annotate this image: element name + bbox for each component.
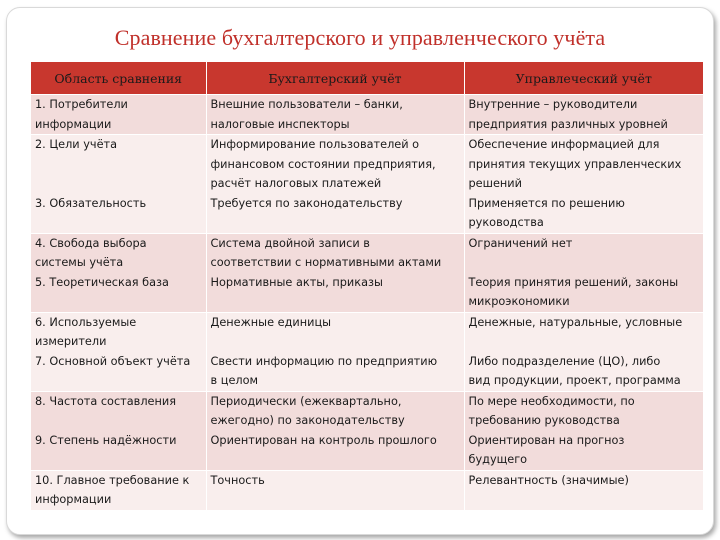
table-cell-accounting: Точность [206,470,464,510]
table-cell-management: Обеспечение информацией для принятия текущих управленческих решений Применяется по решению руководства [464,135,703,234]
table-cell-accounting: Информирование пользователей о финансовом состоянии предприятия, расчёт налоговых платежей Требуется по законодательству [206,135,464,234]
table-row [31,470,703,510]
slide-title: Сравнение бухгалтерского и управленческого учёта [114,25,606,50]
table-cell-management: Ограничений нет Теория принятия решений, законы микроэкономики [464,233,703,312]
table-cell-accounting: Система двойной записи в соответствии с нормативными актами Нормативные акты, приказы [206,233,464,312]
table-cell-accounting: Внешние пользователи – банки, налоговые инспекторы [206,95,464,135]
table-row [31,391,703,470]
table-cell-area: 10. Главное требование к информации [31,470,206,510]
column-header-management: Управлеческий учёт [464,62,703,95]
slide [6,7,714,535]
table-cell-area: 4. Свобода выбора системы учёта 5. Теоретическая база [31,233,206,312]
table-cell-accounting: Денежные единицы Свести информацию по предприятию в целом [206,312,464,391]
table-cell-accounting: Периодически (ежеквартально, ежегодно) по законодательству Ориентирован на контроль прошлого [206,391,464,470]
table-cell-management: По мере необходимости, по требованию руководства Ориентирован на прогноз будущего [464,391,703,470]
table-header-row [31,62,703,95]
table-cell-management: Внутренние – руководители предприятия различных уровней [464,95,703,135]
table-cell-area: 2. Цели учёта 3. Обязательность [31,135,206,234]
table-row [31,95,703,135]
table-cell-area: 1. Потребители информации [31,95,206,135]
comparison-table [31,62,703,511]
table-row [31,233,703,312]
table-row [31,135,703,234]
table-cell-management: Релевантность (значимые) [464,470,703,510]
table-row [31,312,703,391]
table-cell-management: Денежные, натуральные, условные Либо подразделение (ЦО), либо вид продукции, проект, программа [464,312,703,391]
table-cell-area: 8. Частота составления 9. Степень надёжности [31,391,206,470]
column-header-accounting: Бухгалтерский учёт [206,62,464,95]
table-cell-area: 6. Используемые измерители 7. Основной объект учёта [31,312,206,391]
column-header-area: Область сравнения [31,62,206,95]
